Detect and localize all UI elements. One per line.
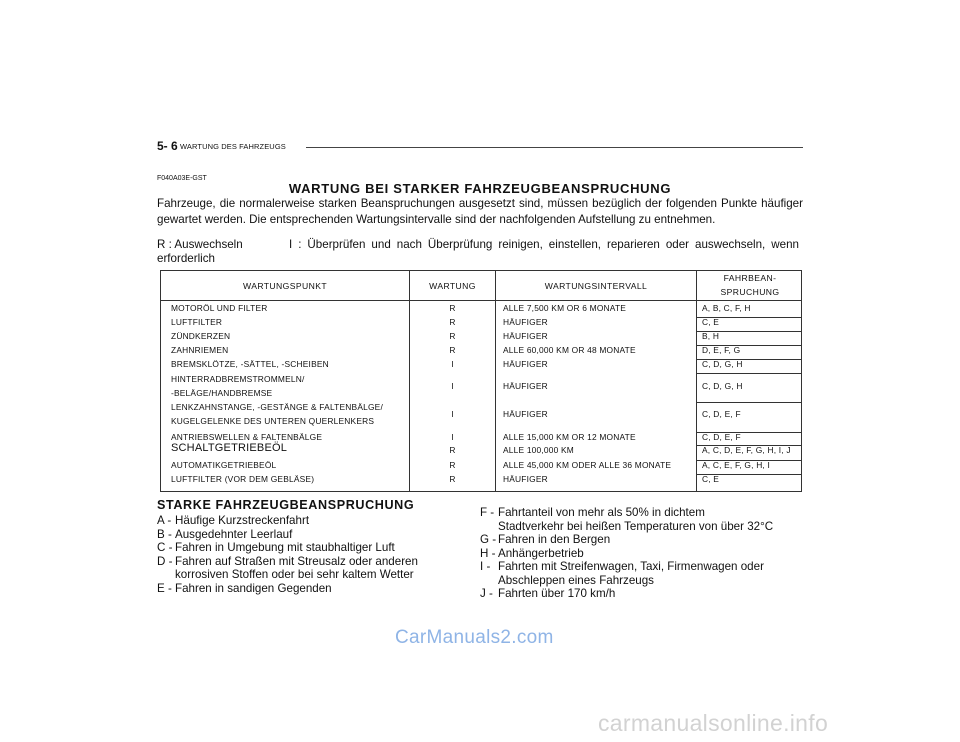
table-cell-condition: B, H (702, 331, 720, 341)
condition-item (480, 587, 810, 601)
table-cell-condition: C, D, E, F (702, 409, 741, 419)
condition-item (480, 533, 810, 547)
condition-divider (697, 402, 801, 403)
condition-text: Fahrten mit Streifenwagen, Taxi, Firmenwagen oder (498, 560, 764, 573)
table-cell-condition: A, C, D, E, F, G, H, I, J (702, 445, 791, 455)
col-divider (696, 271, 697, 491)
table-cell-condition: C, E (702, 474, 720, 484)
watermark-logo: CarManuals2.com (395, 627, 554, 648)
table-cell-item: ZÜNDKERZEN (171, 331, 231, 341)
condition-item (157, 541, 457, 555)
condition-divider (697, 373, 801, 374)
table-cell-item: ZAHNRIEMEN (171, 345, 229, 355)
condition-text: Fahren in sandigen Gegenden (175, 581, 332, 595)
condition-text: Häufige Kurzstreckenfahrt (175, 514, 310, 527)
table-cell-item: LUFTFILTER (171, 317, 223, 327)
table-cell-operation: I (451, 432, 454, 442)
table-cell-condition: C, D, E, F (702, 432, 741, 442)
table-cell-operation: R (449, 474, 456, 484)
table-cell-interval: ALLE 60,000 KM OR 48 MONATE (503, 345, 636, 355)
table-cell-condition: A, B, C, F, H (702, 303, 751, 313)
condition-item (480, 560, 810, 587)
page-title: WARTUNG BEI STARKER FAHRZEUGBEANSPRUCHUNG (288, 181, 672, 196)
condition-key: G - (480, 533, 497, 546)
table-cell-operation: R (449, 317, 456, 327)
table-cell-interval: HÄUFIGER (503, 359, 548, 369)
col-divider (495, 271, 496, 491)
table-cell-operation: R (449, 331, 456, 341)
condition-text: Fahrtanteil von mehr als 50% in dichtem (498, 506, 705, 519)
intro-paragraph: Fahrzeuge, die normalerweise starken Beanspruchungen ausgesetzt sind, müssen bezüglich der folgenden Punkte häufiger gewartet werden. Die entsprechenden Wartungsintervalle sind der nachfolgenden Aufstellung zu entnehmen. (157, 197, 803, 226)
header-operation: WARTUNG (429, 281, 476, 291)
document-code: F040A03E-GST (157, 175, 207, 182)
header-divider (161, 300, 801, 301)
table-cell-interval: HÄUFIGER (503, 409, 548, 419)
table-cell-interval: HÄUFIGER (503, 381, 548, 391)
table-cell-item: BREMSKLÖTZE, -SÄTTEL, -SCHEIBEN (171, 359, 329, 369)
condition-text-cont: Stadtverkehr bei heißen Temperaturen von über 32°C (498, 519, 774, 533)
watermark-footer: carmanualsonline.info (598, 710, 829, 736)
table-cell-operation: R (449, 345, 456, 355)
table-cell-operation: R (449, 303, 456, 313)
legend-r: R : Auswechseln (157, 238, 243, 251)
condition-text: Anhängerbetrieb (498, 546, 584, 560)
condition-text-cont: korrosiven Stoffen oder bei sehr kaltem Wetter (175, 568, 414, 581)
legend (157, 238, 803, 266)
table-cell-interval: ALLE 15,000 KM OR 12 MONATE (503, 432, 636, 442)
table-cell-item: LUFTFILTER (VOR DEM GEBLÄSE) (171, 474, 315, 484)
table-cell-operation: I (451, 359, 454, 369)
table-cell-interval: HÄUFIGER (503, 331, 548, 341)
table-cell-item: HINTERRADBREMSTROMMELN/ (171, 374, 305, 384)
condition-text-cont: Abschleppen eines Fahrzeugs (498, 573, 654, 587)
table-cell-operation: I (451, 381, 454, 391)
condition-text: Fahren in den Bergen (498, 533, 611, 546)
conditions-heading: STARKE FAHRZEUGBEANSPRUCHUNG (157, 498, 415, 512)
table-cell-interval: ALLE 45,000 KM ODER ALLE 36 MONATE (503, 460, 672, 470)
table-cell-item: ANTRIEBSWELLEN & FALTENBÄLGE (171, 432, 323, 442)
legend-i: I : Überprüfen und nach Überprüfung reinigen, einstellen, reparieren oder auswechseln, wenn (289, 238, 799, 251)
table-cell-operation: R (449, 460, 456, 470)
table-cell-condition: C, D, G, H (702, 381, 743, 391)
table-cell-interval: ALLE 7,500 KM OR 6 MONATE (503, 303, 627, 313)
condition-item (157, 555, 457, 582)
condition-item (157, 514, 457, 528)
table-cell-item: LENKZAHNSTANGE, -GESTÄNGE & FALTENBÄLGE/ (171, 402, 383, 412)
header-condition-2: SPRUCHUNG (720, 287, 780, 297)
condition-item (480, 506, 810, 533)
condition-key: I - (480, 560, 491, 573)
table-cell-interval: ALLE 100,000 KM (503, 445, 574, 455)
page-number: 5- 6 (157, 139, 178, 153)
condition-item (480, 547, 810, 561)
table-cell-condition: D, E, F, G (702, 345, 741, 355)
condition-text: Fahrten über 170 km/h (498, 587, 616, 600)
condition-key: E - (157, 581, 172, 595)
condition-item (157, 528, 457, 542)
condition-key: D - (157, 554, 173, 568)
table-cell-item: AUTOMATIKGETRIEBEÖL (171, 460, 277, 470)
table-cell-item: KUGELGELENKE DES UNTEREN QUERLENKERS (171, 416, 375, 426)
header-interval: WARTUNGSINTERVALL (544, 281, 648, 291)
table-cell-operation: I (451, 409, 454, 419)
condition-key: J - (480, 587, 493, 600)
table-cell-interval: HÄUFIGER (503, 474, 548, 484)
table-cell-item: MOTORÖL UND FILTER (171, 303, 268, 313)
header-item: WARTUNGSPUNKT (243, 281, 327, 291)
legend-i-cont: erforderlich (157, 252, 215, 265)
condition-text: Ausgedehnter Leerlauf (175, 527, 293, 541)
table-cell-condition: A, C, E, F, G, H, I (702, 460, 771, 470)
header-condition-1: FAHRBEAN- (723, 273, 777, 283)
maintenance-table (160, 270, 802, 492)
table-cell-interval: HÄUFIGER (503, 317, 548, 327)
table-cell-item: -BELÄGE/HANDBREMSE (171, 388, 273, 398)
condition-key: H - (480, 546, 496, 560)
condition-text: Fahren auf Straßen mit Streusalz oder anderen (175, 554, 418, 568)
table-cell-item: SCHALTGETRIEBEÖL (171, 442, 288, 454)
table-cell-condition: C, D, G, H (702, 359, 743, 369)
section-title: WARTUNG DES FAHRZEUGS (180, 142, 286, 151)
table-cell-operation: R (449, 445, 456, 455)
condition-item (157, 582, 457, 596)
condition-text: Fahren in Umgebung mit staubhaltiger Luft (175, 541, 395, 554)
table-cell-condition: C, E (702, 317, 720, 327)
header-rule (306, 147, 803, 148)
condition-key: A - (157, 514, 172, 527)
condition-key: C - (157, 541, 173, 554)
condition-key: B - (157, 527, 172, 541)
condition-key: F - (480, 506, 495, 519)
